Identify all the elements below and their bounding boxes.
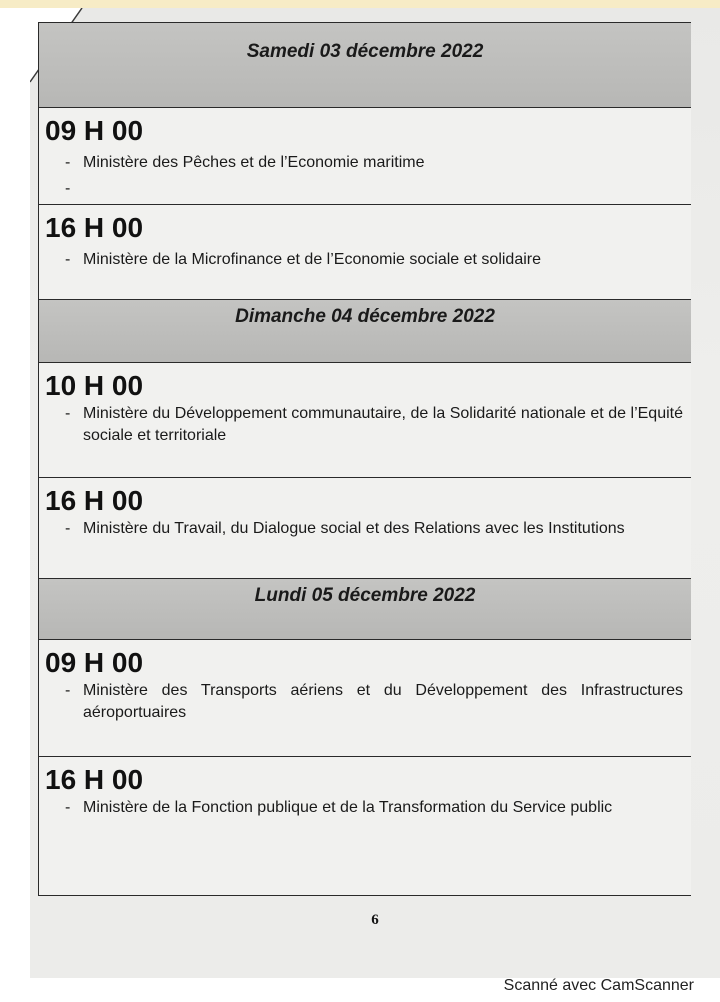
schedule-table [38,22,691,896]
bullet-dash: - [65,154,71,171]
ministry-name: Ministère des Transports aériens et du Développement des Infrastructures aéroportuaires [83,682,683,721]
bullet-dash: - [65,405,71,422]
day-header [39,579,691,640]
slot-time: 16 H 00 [45,212,144,243]
time-slot [39,363,691,478]
slot-time: 09 H 00 [45,115,144,146]
bullet-dash: - [65,520,71,537]
day-title: Lundi 05 décembre 2022 [254,585,476,606]
slot-item [65,152,683,174]
slot-time: 10 H 00 [45,370,144,401]
ministry-name: Ministère du Travail, du Dialogue social et des Relations avec les Institutions [83,520,625,537]
slot-item [65,797,683,819]
slot-time: 16 H 00 [45,764,144,795]
slot-item [65,518,683,540]
slot-item [65,680,683,724]
time-slot [39,108,691,205]
slot-time: 09 H 00 [45,647,144,678]
time-slot [39,757,691,896]
stray-dash: - [65,180,71,197]
page-number: 6 [371,912,379,928]
ministry-name: Ministère du Développement communautaire, de la Solidarité nationale et de l’Equité sociale et territoriale [83,405,683,444]
slot-item [65,403,683,447]
ministry-name: Ministère de la Fonction publique et de la Transformation du Service public [83,799,613,816]
bullet-dash: - [65,251,71,268]
top-bar [0,0,720,8]
ministry-name: Ministère de la Microfinance et de l’Economie sociale et solidaire [83,251,541,268]
day-title: Samedi 03 décembre 2022 [246,41,484,62]
bullet-dash: - [65,682,71,699]
day-header [39,22,691,108]
ministry-name: Ministère des Pêches et de l’Economie maritime [83,154,425,171]
camscanner-watermark: Scanné avec CamScanner [503,977,694,994]
day-title: Dimanche 04 décembre 2022 [235,306,495,327]
day-header [39,300,691,363]
bullet-dash: - [65,799,71,816]
time-slot [39,205,691,300]
slot-item [65,249,683,271]
time-slot [39,640,691,757]
scanned-page [30,8,720,978]
time-slot [39,478,691,579]
slot-time: 16 H 00 [45,485,144,516]
